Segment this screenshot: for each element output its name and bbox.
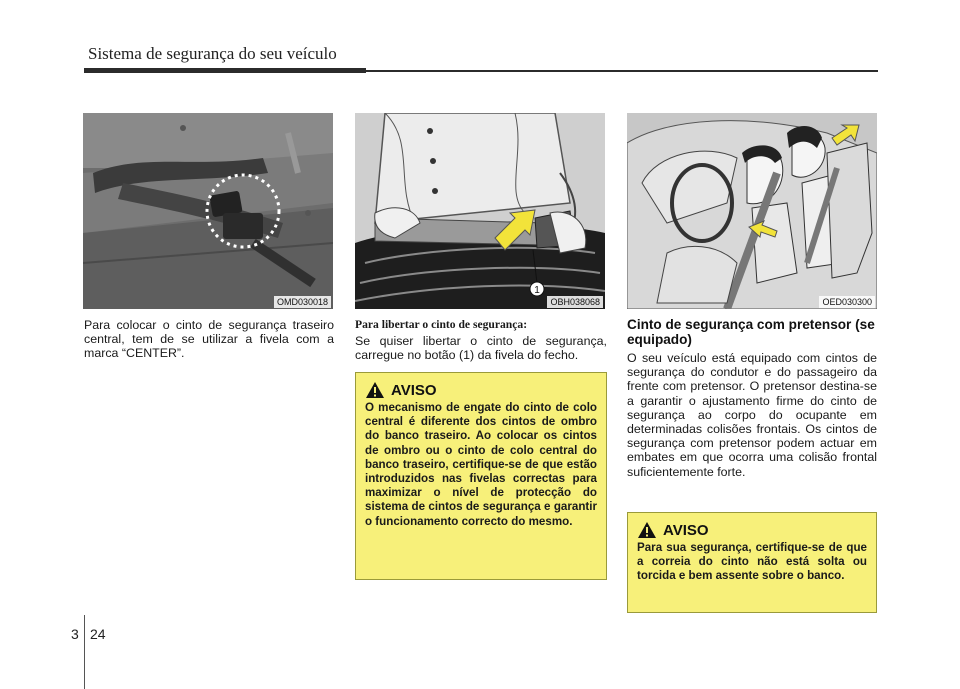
unbuckle-illustration bbox=[355, 113, 605, 309]
warning-title: AVISO bbox=[663, 521, 709, 539]
unbuckle-caption: Para libertar o cinto de segurança: bbox=[355, 318, 528, 331]
figure-unbuckle-belt bbox=[355, 113, 605, 309]
header-rule-thick bbox=[84, 68, 366, 73]
callout-number: 1 bbox=[534, 285, 540, 296]
col1-body-text: Para colocar o cinto de segurança traseiro central, tem de se utilizar a fivela com a marca “CENTER”. bbox=[84, 318, 334, 361]
col3-body-text: O seu veículo está equipado com cintos de segurança do condutor e do passageiro da frente com pretensor. O pretensor destina-se a garantir o ajustamento firme do cinto de segurança ao corpo do ocupante em determinadas colisões frontais. Os cintos de segurança com pretensor podem actuar em embates em que ocorra uma colisão frontal suficientemente forte. bbox=[627, 351, 877, 479]
page-number: 24 bbox=[90, 626, 106, 642]
figure-code-label: OMD030018 bbox=[274, 296, 331, 308]
warning-title: AVISO bbox=[391, 381, 437, 399]
warning-body: O mecanismo de engate do cinto de colo central é diferente dos cintos de ombro do banco traseiro. Ao colocar os cintos de ombro ou o cinto de colo central do banco traseiro, certifique-se de que estão introduzidos nas fivelas correctas para maximizar o nível de protecção do sistema de cintos de segurança e garantir o funcionamento correcto do mesmo. bbox=[365, 401, 597, 528]
rear-seat-belt-photo bbox=[83, 113, 333, 309]
header-rule-thin bbox=[366, 70, 878, 72]
warning-box-center-belt bbox=[355, 372, 607, 580]
pretensioner-section-title: Cinto de segurança com pretensor (se equipado) bbox=[627, 317, 875, 347]
figure-rear-center-belt bbox=[83, 113, 333, 309]
figure-code-label: OBH038068 bbox=[547, 296, 603, 308]
pretensioner-illustration bbox=[627, 113, 877, 309]
warning-body: Para sua segurança, certifique-se de que a correia do cinto não está solta ou torcida e bem assente sobre o banco. bbox=[637, 541, 867, 583]
warning-triangle-icon bbox=[365, 381, 385, 399]
warning-header bbox=[365, 381, 597, 399]
warning-triangle-icon bbox=[637, 521, 657, 539]
warning-box-belt-twist bbox=[627, 512, 877, 613]
col2-body-text: Se quiser libertar o cinto de segurança, carregue no botão (1) da fivela do fecho. bbox=[355, 334, 607, 363]
figure-pretensioner bbox=[627, 113, 877, 309]
chapter-number: 3 bbox=[71, 626, 79, 642]
page-number-divider bbox=[84, 615, 85, 689]
figure-code-label: OED030300 bbox=[819, 296, 875, 308]
warning-header bbox=[637, 521, 867, 539]
page-header-title: Sistema de segurança do seu veículo bbox=[88, 44, 337, 63]
